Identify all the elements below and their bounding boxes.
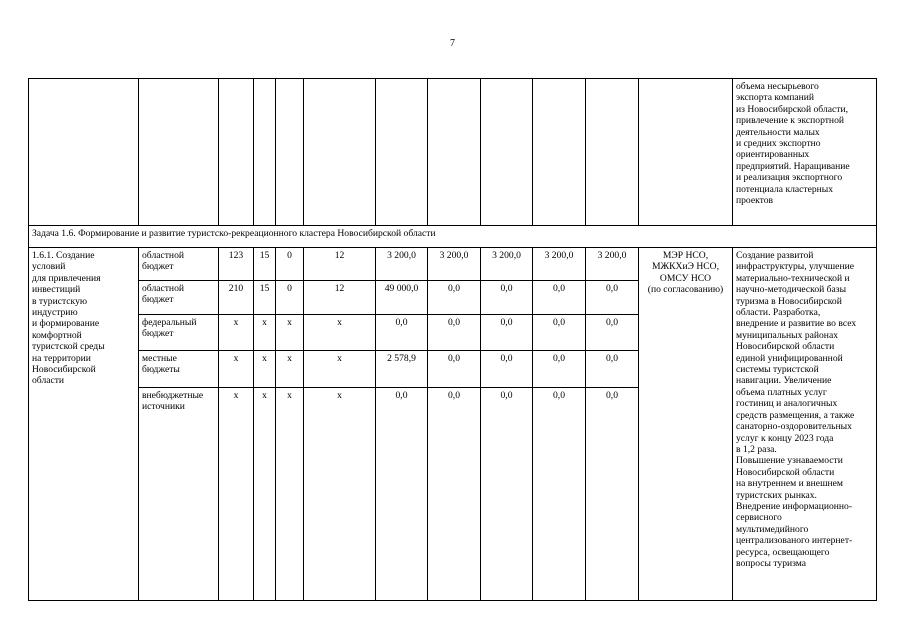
code-cell: 12: [304, 281, 376, 315]
code-cell: x: [219, 315, 254, 351]
cont-cell: [139, 79, 219, 226]
code-cell: x: [304, 351, 376, 388]
code-cell: x: [219, 351, 254, 388]
funding-row: [29, 248, 877, 281]
funding-source: внебюджетные источники: [139, 388, 219, 601]
funding-source: местные бюджеты: [139, 351, 219, 388]
amount-cell: 0,0: [533, 351, 586, 388]
task-title: Задача 1.6. Формирование и развитие туристско-рекреационного кластера Новосибирской области: [29, 226, 877, 248]
code-cell: 15: [254, 281, 276, 315]
code-cell: 12: [304, 248, 376, 281]
executor-cell: МЭР НСО, МЖКХиЭ НСО, ОМСУ НСО (по согласованию): [639, 248, 733, 601]
amount-cell: 3 200,0: [428, 248, 481, 281]
code-cell: x: [219, 388, 254, 601]
amount-cell: 49 000,0: [376, 281, 428, 315]
code-cell: x: [304, 388, 376, 601]
amount-cell: 0,0: [533, 315, 586, 351]
funding-source: областной бюджет: [139, 281, 219, 315]
amount-cell: 3 200,0: [481, 248, 533, 281]
funding-source: федеральный бюджет: [139, 315, 219, 351]
amount-cell: 0,0: [376, 315, 428, 351]
cont-cell: [219, 79, 254, 226]
amount-cell: 0,0: [428, 315, 481, 351]
amount-cell: 0,0: [533, 388, 586, 601]
code-cell: x: [254, 315, 276, 351]
amount-cell: 0,0: [481, 351, 533, 388]
amount-cell: 0,0: [481, 315, 533, 351]
code-cell: x: [304, 315, 376, 351]
cont-cell: [586, 79, 639, 226]
amount-cell: 0,0: [481, 388, 533, 601]
page-number: 7: [450, 38, 455, 49]
amount-cell: 0,0: [533, 281, 586, 315]
cont-cell: [428, 79, 481, 226]
amount-cell: 0,0: [586, 351, 639, 388]
amount-cell: 2 578,9: [376, 351, 428, 388]
amount-cell: 0,0: [586, 315, 639, 351]
amount-cell: 3 200,0: [586, 248, 639, 281]
amount-cell: 3 200,0: [533, 248, 586, 281]
code-cell: 210: [219, 281, 254, 315]
continuation-row: [29, 79, 877, 226]
cont-cell: [276, 79, 304, 226]
amount-cell: 3 200,0: [376, 248, 428, 281]
code-cell: x: [254, 351, 276, 388]
funding-source: областной бюджет: [139, 248, 219, 281]
code-cell: 15: [254, 248, 276, 281]
amount-cell: 0,0: [428, 281, 481, 315]
amount-cell: 0,0: [586, 281, 639, 315]
cont-cell: [533, 79, 586, 226]
code-cell: x: [276, 388, 304, 601]
cont-cell: [254, 79, 276, 226]
cont-cell: [29, 79, 139, 226]
code-cell: 123: [219, 248, 254, 281]
cont-cell: [304, 79, 376, 226]
task-row: [29, 226, 877, 248]
cont-cell: [376, 79, 428, 226]
expected-result-cell: Создание развитой инфраструктуры, улучшение материально-технической и научно-методической базы туризма в Новосибирской области. Разработка, внедрение и развитие во всех муниципальных районах Новосибирской области единой унифицированной системы туристской навигации. Увеличение объема платных услуг гостиниц и аналогичных средств размещения, а также санаторно-оздоровительных услуг к концу 2023 года в 1,2 раза. Повышение узнаваемости Новосибирской области на внутреннем и внешнем туристских рынках. Внедрение информационно- сервисного мультимедийного централизованого интернет- ресурса, освещающего вопросы туризма: [733, 248, 877, 601]
amount-cell: 0,0: [481, 281, 533, 315]
measure-name: 1.6.1. Создание условий для привлечения инвестиций в туристскую индустрию и формирование комфортной туристской среды на территории Новосибирской области: [29, 248, 139, 601]
code-cell: 0: [276, 281, 304, 315]
amount-cell: 0,0: [428, 351, 481, 388]
program-measures-table: [28, 78, 877, 601]
code-cell: 0: [276, 248, 304, 281]
amount-cell: 0,0: [428, 388, 481, 601]
amount-cell: 0,0: [376, 388, 428, 601]
cont-cell: [481, 79, 533, 226]
code-cell: x: [254, 388, 276, 601]
code-cell: x: [276, 351, 304, 388]
cont-cell: [639, 79, 733, 226]
code-cell: x: [276, 315, 304, 351]
amount-cell: 0,0: [586, 388, 639, 601]
result-text-cell: объема несырьевого экспорта компаний из Новосибирской области, привлечение к экспортной деятельности малых и средних экспортно ориентированных предприятий. Наращивание и реализация экспортного потенциала кластерных проектов: [733, 79, 877, 226]
